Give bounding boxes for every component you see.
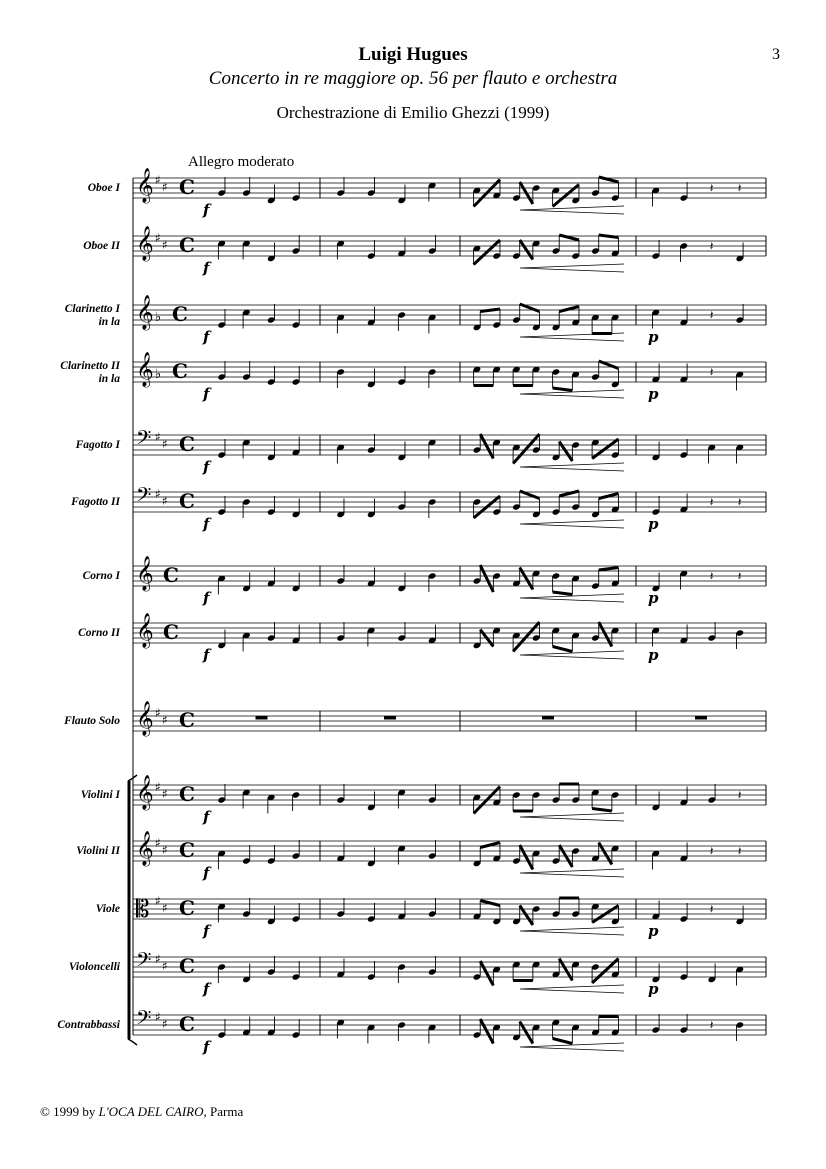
quarter-rest-icon: 𝄽 bbox=[737, 569, 742, 583]
note-beam bbox=[553, 647, 573, 652]
dynamic-marking: f bbox=[203, 864, 210, 882]
time-signature: C bbox=[179, 432, 195, 456]
note-beam bbox=[520, 906, 533, 926]
treble-clef-icon: 𝄞 bbox=[136, 556, 154, 591]
staff-contrabbassi bbox=[133, 1006, 766, 1056]
staff-fagotto-i bbox=[133, 426, 766, 476]
treble-clef-icon: 𝄞 bbox=[136, 168, 154, 203]
sharp-icon: ♯ bbox=[155, 430, 161, 444]
dynamic-marking: f bbox=[203, 646, 210, 664]
dynamic-marking-m4: p bbox=[648, 980, 659, 998]
sharp-icon: ♯ bbox=[155, 894, 161, 908]
note-beam bbox=[480, 1019, 493, 1044]
note-beam bbox=[480, 565, 493, 592]
hairpin bbox=[520, 869, 624, 877]
orchestration-credit: Orchestrazione di Emilio Ghezzi (1999) bbox=[276, 103, 550, 122]
dynamic-marking: f bbox=[203, 1038, 210, 1056]
treble-clef-icon: 𝄞 bbox=[136, 613, 154, 648]
dynamic-marking-m4: p bbox=[648, 385, 659, 403]
note-beam bbox=[553, 592, 573, 595]
dynamic-marking-m4: p bbox=[648, 922, 659, 940]
quarter-rest-icon: 𝄽 bbox=[709, 1018, 714, 1032]
quarter-rest-icon: 𝄽 bbox=[709, 495, 714, 509]
note-beam bbox=[592, 809, 612, 812]
sharp-icon: ♯ bbox=[155, 231, 161, 245]
publisher-name: L'OCA DEL CAIRO bbox=[98, 1104, 204, 1119]
note-beam bbox=[480, 309, 500, 312]
hairpin bbox=[520, 985, 624, 993]
staff-fagotto-ii bbox=[133, 483, 766, 533]
time-signature: C bbox=[179, 954, 195, 978]
copyright-notice bbox=[40, 1104, 243, 1120]
instrument-name: Oboe I bbox=[87, 182, 120, 194]
dynamic-marking-m4: p bbox=[648, 328, 659, 346]
tempo-marking: Allegro moderato bbox=[188, 154, 295, 170]
staff-violini-ii bbox=[133, 831, 766, 882]
quarter-rest-icon: 𝄽 bbox=[709, 181, 714, 195]
whole-rest-icon bbox=[384, 716, 396, 720]
flat-icon: ♭ bbox=[155, 367, 162, 382]
instrument-name: Oboe II bbox=[83, 240, 120, 252]
copyright-prefix: © 1999 by bbox=[40, 1104, 99, 1119]
hairpin bbox=[520, 264, 624, 272]
time-signature: C bbox=[163, 620, 179, 644]
page-number: 3 bbox=[772, 46, 780, 63]
bass-clef-icon: 𝄢 bbox=[136, 426, 152, 454]
dynamic-marking-m4: p bbox=[648, 515, 659, 533]
instrument-name: Contrabbassi bbox=[57, 1019, 120, 1031]
sharp-icon: ♯ bbox=[155, 780, 161, 794]
sharp-icon: ♯ bbox=[162, 180, 168, 194]
instrument-name: Corno I bbox=[82, 570, 120, 582]
instrument-name: Viole bbox=[95, 903, 120, 915]
instrument-name: Corno II bbox=[78, 627, 120, 639]
instrument-name: Clarinetto II bbox=[60, 360, 120, 372]
quarter-rest-icon: 𝄽 bbox=[709, 844, 714, 858]
quarter-rest-icon: 𝄽 bbox=[709, 569, 714, 583]
dynamic-marking: f bbox=[203, 259, 210, 277]
staff-oboe-ii bbox=[133, 226, 766, 277]
instrument-name: Fagotto II bbox=[71, 496, 120, 508]
treble-clef-icon: 𝄞 bbox=[136, 295, 154, 330]
staff-clarinetto-i bbox=[133, 295, 766, 346]
bass-clef-icon: 𝄢 bbox=[136, 483, 152, 511]
hairpin bbox=[520, 520, 624, 528]
composer-name: Luigi Hugues bbox=[358, 44, 468, 65]
note-beam bbox=[480, 961, 493, 986]
staff-violoncelli bbox=[133, 948, 766, 998]
quarter-rest-icon: 𝄽 bbox=[737, 181, 742, 195]
time-signature: C bbox=[163, 563, 179, 587]
hairpin bbox=[520, 463, 624, 471]
quarter-rest-icon: 𝄽 bbox=[709, 308, 714, 322]
staff-flauto-solo bbox=[133, 701, 766, 737]
note-beam bbox=[559, 307, 579, 312]
sharp-icon: ♯ bbox=[155, 952, 161, 966]
staff-corno-i bbox=[133, 556, 766, 607]
dynamic-marking-m4: p bbox=[648, 589, 659, 607]
quarter-rest-icon: 𝄽 bbox=[709, 365, 714, 379]
sharp-icon: ♯ bbox=[162, 959, 168, 973]
flat-icon: ♭ bbox=[155, 310, 162, 325]
dynamic-marking: f bbox=[203, 515, 210, 533]
instrument-transposition: in la bbox=[98, 316, 120, 328]
quarter-rest-icon: 𝄽 bbox=[709, 902, 714, 916]
time-signature: C bbox=[179, 838, 195, 862]
sharp-icon: ♯ bbox=[155, 1010, 161, 1024]
instrument-name: Violoncelli bbox=[68, 961, 120, 973]
time-signature: C bbox=[179, 782, 195, 806]
sharp-icon: ♯ bbox=[162, 843, 168, 857]
sharp-icon: ♯ bbox=[162, 494, 168, 508]
sharp-icon: ♯ bbox=[162, 713, 168, 727]
sharp-icon: ♯ bbox=[162, 901, 168, 915]
treble-clef-icon: 𝄞 bbox=[136, 775, 154, 810]
note-beam bbox=[474, 240, 500, 265]
quarter-rest-icon: 𝄽 bbox=[737, 844, 742, 858]
sharp-icon: ♯ bbox=[155, 487, 161, 501]
time-signature: C bbox=[172, 302, 188, 326]
note-beam bbox=[553, 388, 573, 391]
dynamic-marking: f bbox=[203, 808, 210, 826]
alto-clef-icon: 𝄡 bbox=[136, 895, 150, 923]
instrument-name: Violini II bbox=[76, 845, 120, 857]
staff-corno-ii bbox=[133, 613, 766, 664]
whole-rest-icon bbox=[542, 716, 554, 720]
instrument-name: Flauto Solo bbox=[64, 715, 120, 727]
note-beam bbox=[553, 1039, 573, 1044]
staff-oboe-i bbox=[133, 168, 766, 219]
dynamic-marking: f bbox=[203, 328, 210, 346]
dynamic-marking: f bbox=[203, 589, 210, 607]
bass-clef-icon: 𝄢 bbox=[136, 1006, 152, 1034]
work-title: Concerto in re maggiore op. 56 per flauto e orchestra bbox=[208, 68, 618, 89]
staff-viole bbox=[133, 894, 766, 940]
note-beam bbox=[599, 235, 619, 238]
time-signature: C bbox=[179, 233, 195, 257]
dynamic-marking: f bbox=[203, 980, 210, 998]
staff-clarinetto-ii bbox=[133, 352, 766, 403]
treble-clef-icon: 𝄞 bbox=[136, 352, 154, 387]
time-signature: C bbox=[179, 175, 195, 199]
note-beam bbox=[480, 901, 500, 906]
treble-clef-icon: 𝄞 bbox=[136, 701, 154, 736]
staff-violini-i bbox=[133, 775, 766, 826]
sharp-icon: ♯ bbox=[162, 238, 168, 252]
treble-clef-icon: 𝄞 bbox=[136, 226, 154, 261]
note-beam bbox=[480, 843, 500, 848]
note-beam bbox=[520, 240, 533, 260]
note-beam bbox=[520, 845, 533, 870]
dynamic-marking: f bbox=[203, 458, 210, 476]
time-signature: C bbox=[179, 1012, 195, 1036]
sharp-icon: ♯ bbox=[155, 173, 161, 187]
note-beam bbox=[599, 568, 619, 571]
note-beam bbox=[599, 494, 619, 499]
whole-rest-icon bbox=[256, 716, 268, 720]
dynamic-marking-m4: p bbox=[648, 646, 659, 664]
dynamic-marking: f bbox=[203, 201, 210, 219]
treble-clef-icon: 𝄞 bbox=[136, 831, 154, 866]
bass-clef-icon: 𝄢 bbox=[136, 948, 152, 976]
instrument-name: Clarinetto I bbox=[64, 303, 120, 315]
sharp-icon: ♯ bbox=[155, 836, 161, 850]
sharp-icon: ♯ bbox=[162, 1017, 168, 1031]
publisher-city: , Parma bbox=[203, 1104, 244, 1119]
quarter-rest-icon: 𝄽 bbox=[709, 239, 714, 253]
sharp-icon: ♯ bbox=[162, 437, 168, 451]
sharp-icon: ♯ bbox=[162, 787, 168, 801]
quarter-rest-icon: 𝄽 bbox=[737, 788, 742, 802]
time-signature: C bbox=[179, 896, 195, 920]
hairpin bbox=[520, 206, 624, 214]
hairpin bbox=[520, 927, 624, 935]
instrument-transposition: in la bbox=[98, 373, 120, 385]
hairpin bbox=[520, 813, 624, 821]
whole-rest-icon bbox=[695, 716, 707, 720]
time-signature: C bbox=[172, 359, 188, 383]
dynamic-marking: f bbox=[203, 922, 210, 940]
note-beam bbox=[559, 442, 572, 462]
sharp-icon: ♯ bbox=[155, 706, 161, 720]
dynamic-marking: f bbox=[203, 385, 210, 403]
quarter-rest-icon: 𝄽 bbox=[737, 495, 742, 509]
instrument-name: Fagotto I bbox=[75, 439, 120, 451]
instrument-name: Violini I bbox=[80, 789, 120, 801]
time-signature: C bbox=[179, 708, 195, 732]
time-signature: C bbox=[179, 489, 195, 513]
